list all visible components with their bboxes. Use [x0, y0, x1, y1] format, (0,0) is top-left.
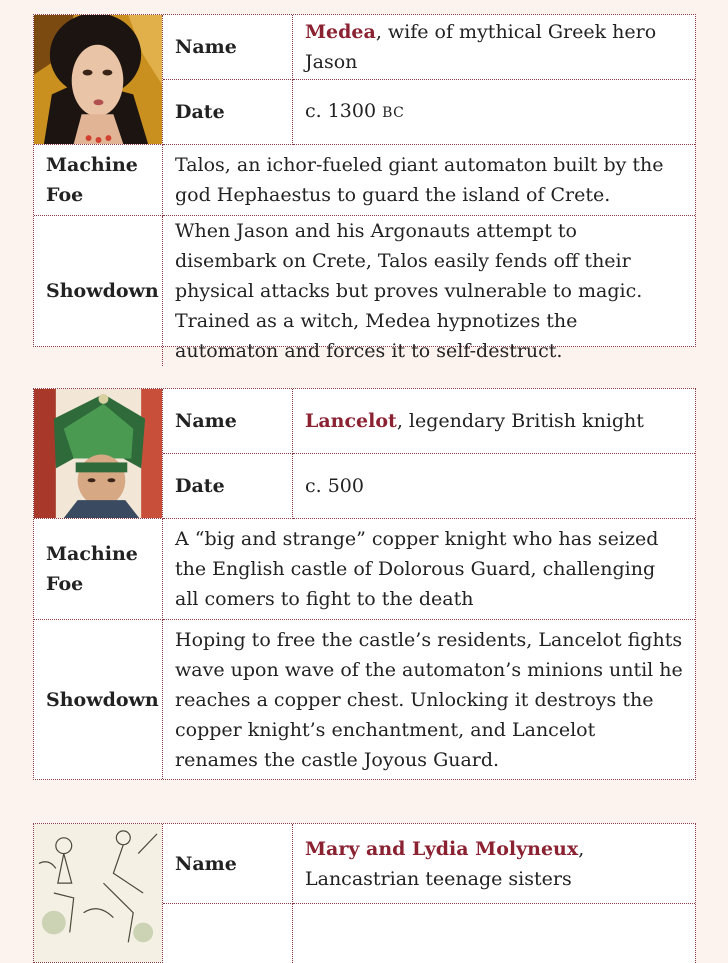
character-name: Mary and Lydia Molyneux — [305, 837, 579, 860]
showdown-label: Showdown — [34, 216, 163, 366]
character-description: , legendary British knight — [396, 410, 644, 432]
date-era: BC — [382, 105, 405, 121]
name-label: Name — [163, 824, 293, 904]
molyneux-sisters-sketch-icon — [34, 824, 163, 963]
character-name: Lancelot — [305, 410, 397, 432]
machine-foe-label: Machine Foe — [34, 145, 163, 216]
date-label: Date — [163, 454, 293, 519]
date-value — [293, 80, 695, 145]
character-card-medea — [33, 14, 696, 362]
date-label: Date — [163, 80, 293, 145]
name-label: Name — [163, 389, 293, 454]
date-text: c. 1300 — [305, 100, 383, 122]
character-description: , wife of mythical Greek hero Jason — [305, 21, 657, 73]
name-value — [293, 389, 695, 454]
machine-foe-text: Talos, an ichor-fueled giant automaton built by the god Hephaestus to guard the island of Crete. — [163, 145, 695, 216]
date-label-hidden — [163, 904, 293, 963]
character-name: Medea — [305, 21, 376, 43]
lancelot-portrait-icon — [34, 389, 163, 519]
character-description: , Lancastrian teenage sisters — [305, 837, 585, 890]
date-value-hidden — [293, 904, 695, 963]
name-value — [293, 824, 695, 904]
character-card-lancelot — [33, 388, 696, 780]
name-label: Name — [163, 15, 293, 80]
showdown-text: Hoping to free the castle’s residents, Lancelot fights wave upon wave of the automaton’s minions until he reaches a copper chest. Unlocking it destroys the copper knight’s enchantment, and Lancelot renames the castle Joyous Guard. — [175, 628, 683, 771]
machine-foe-text: A “big and strange” copper knight who has seized the English castle of Dolorous Guard, challenging all comers to fight to the death — [163, 519, 695, 620]
date-value: c. 500 — [293, 454, 695, 519]
machine-foe-label: Machine Foe — [34, 519, 163, 620]
medea-portrait-icon — [34, 15, 163, 145]
showdown-label: Showdown — [34, 620, 163, 779]
character-card-molyneux — [33, 823, 696, 963]
showdown-text: When Jason and his Argonauts attempt to disembark on Crete, Talos easily fends off their physical attacks but proves vulnerable to magic. Trained as a witch, Medea hypnotizes the automaton and forces it to self-destruct. — [175, 220, 643, 362]
name-value — [293, 15, 695, 80]
